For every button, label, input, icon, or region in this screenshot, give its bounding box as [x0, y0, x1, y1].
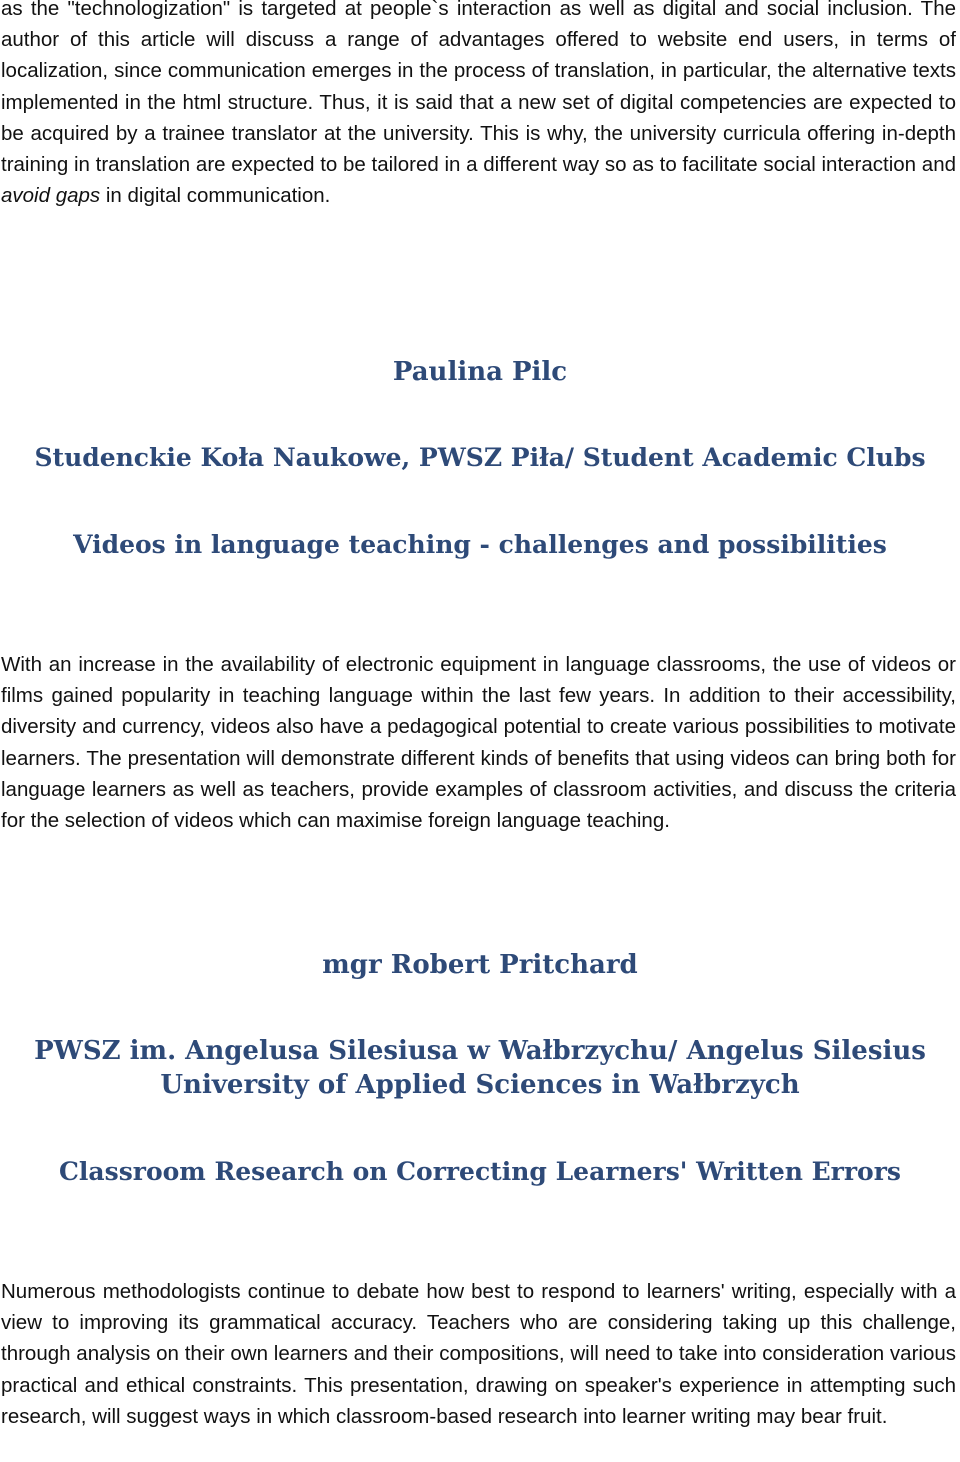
abstract1-author: Paulina Pilc — [392, 357, 568, 387]
abstract2-author: mgr Robert Pritchard — [322, 950, 638, 980]
intro-text-italic: avoid gaps — [1, 184, 101, 208]
abstract1-title: Videos in language teaching - challenges and possibilities — [73, 530, 887, 559]
abstract2-body: Numerous methodologists continue to debate how best to respond to learners' writing, especially with a view to improving its grammatical accuracy. Teachers who are considering taking up this challenge, through analysis on their own learners and their compositions, will need to take into consideration various practical and ethical constraints. This presentation, drawing on speaker's experience in attempting such research, will suggest ways in which classroom-based research into learner writing may bear fruit. — [1, 1280, 956, 1428]
abstract2-title: Classroom Research on Correcting Learners' Written Errors — [59, 1157, 901, 1186]
intro-text-part1: as the "technologization" is targeted at people`s interaction as well as digital and social inclusion. The author of this article will discuss a range of advantages offered to website end users, in terms of localization, since communication emerges in the process of translation, in particular, the alternative texts implemented in the html structure. Thus, it is said that a new set of digital competencies are expected to be acquired by a trainee translator at the university. This is why, the university curricula offering in-depth training in translation are expected to be tailored in a different way so as to facilitate social interaction and — [1, 0, 956, 177]
abstract2-affiliation-line2: University of Applied Sciences in Wałbrzych — [160, 1070, 800, 1100]
abstract2-affiliation-line1: PWSZ im. Angelusa Silesiusa w Wałbrzychu/ Angelus Silesius — [34, 1036, 926, 1066]
abstract1-affiliation: Studenckie Koła Naukowe, PWSZ Piła/ Student Academic Clubs — [34, 443, 926, 472]
intro-text-part2: in digital communication. — [100, 184, 331, 208]
intro-paragraph — [1, 0, 956, 211]
abstract1-body: With an increase in the availability of electronic equipment in language classrooms, the use of videos or films gained popularity in teaching language within the last few years. In addition to their accessibility, diversity and currency, videos also have a pedagogical potential to create various possibilities to motivate learners. The presentation will demonstrate different kinds of benefits that using videos can bring both for language learners as well as teachers, provide examples of classroom activities, and discuss the criteria for the selection of videos which can maximise foreign language teaching. — [1, 653, 956, 833]
